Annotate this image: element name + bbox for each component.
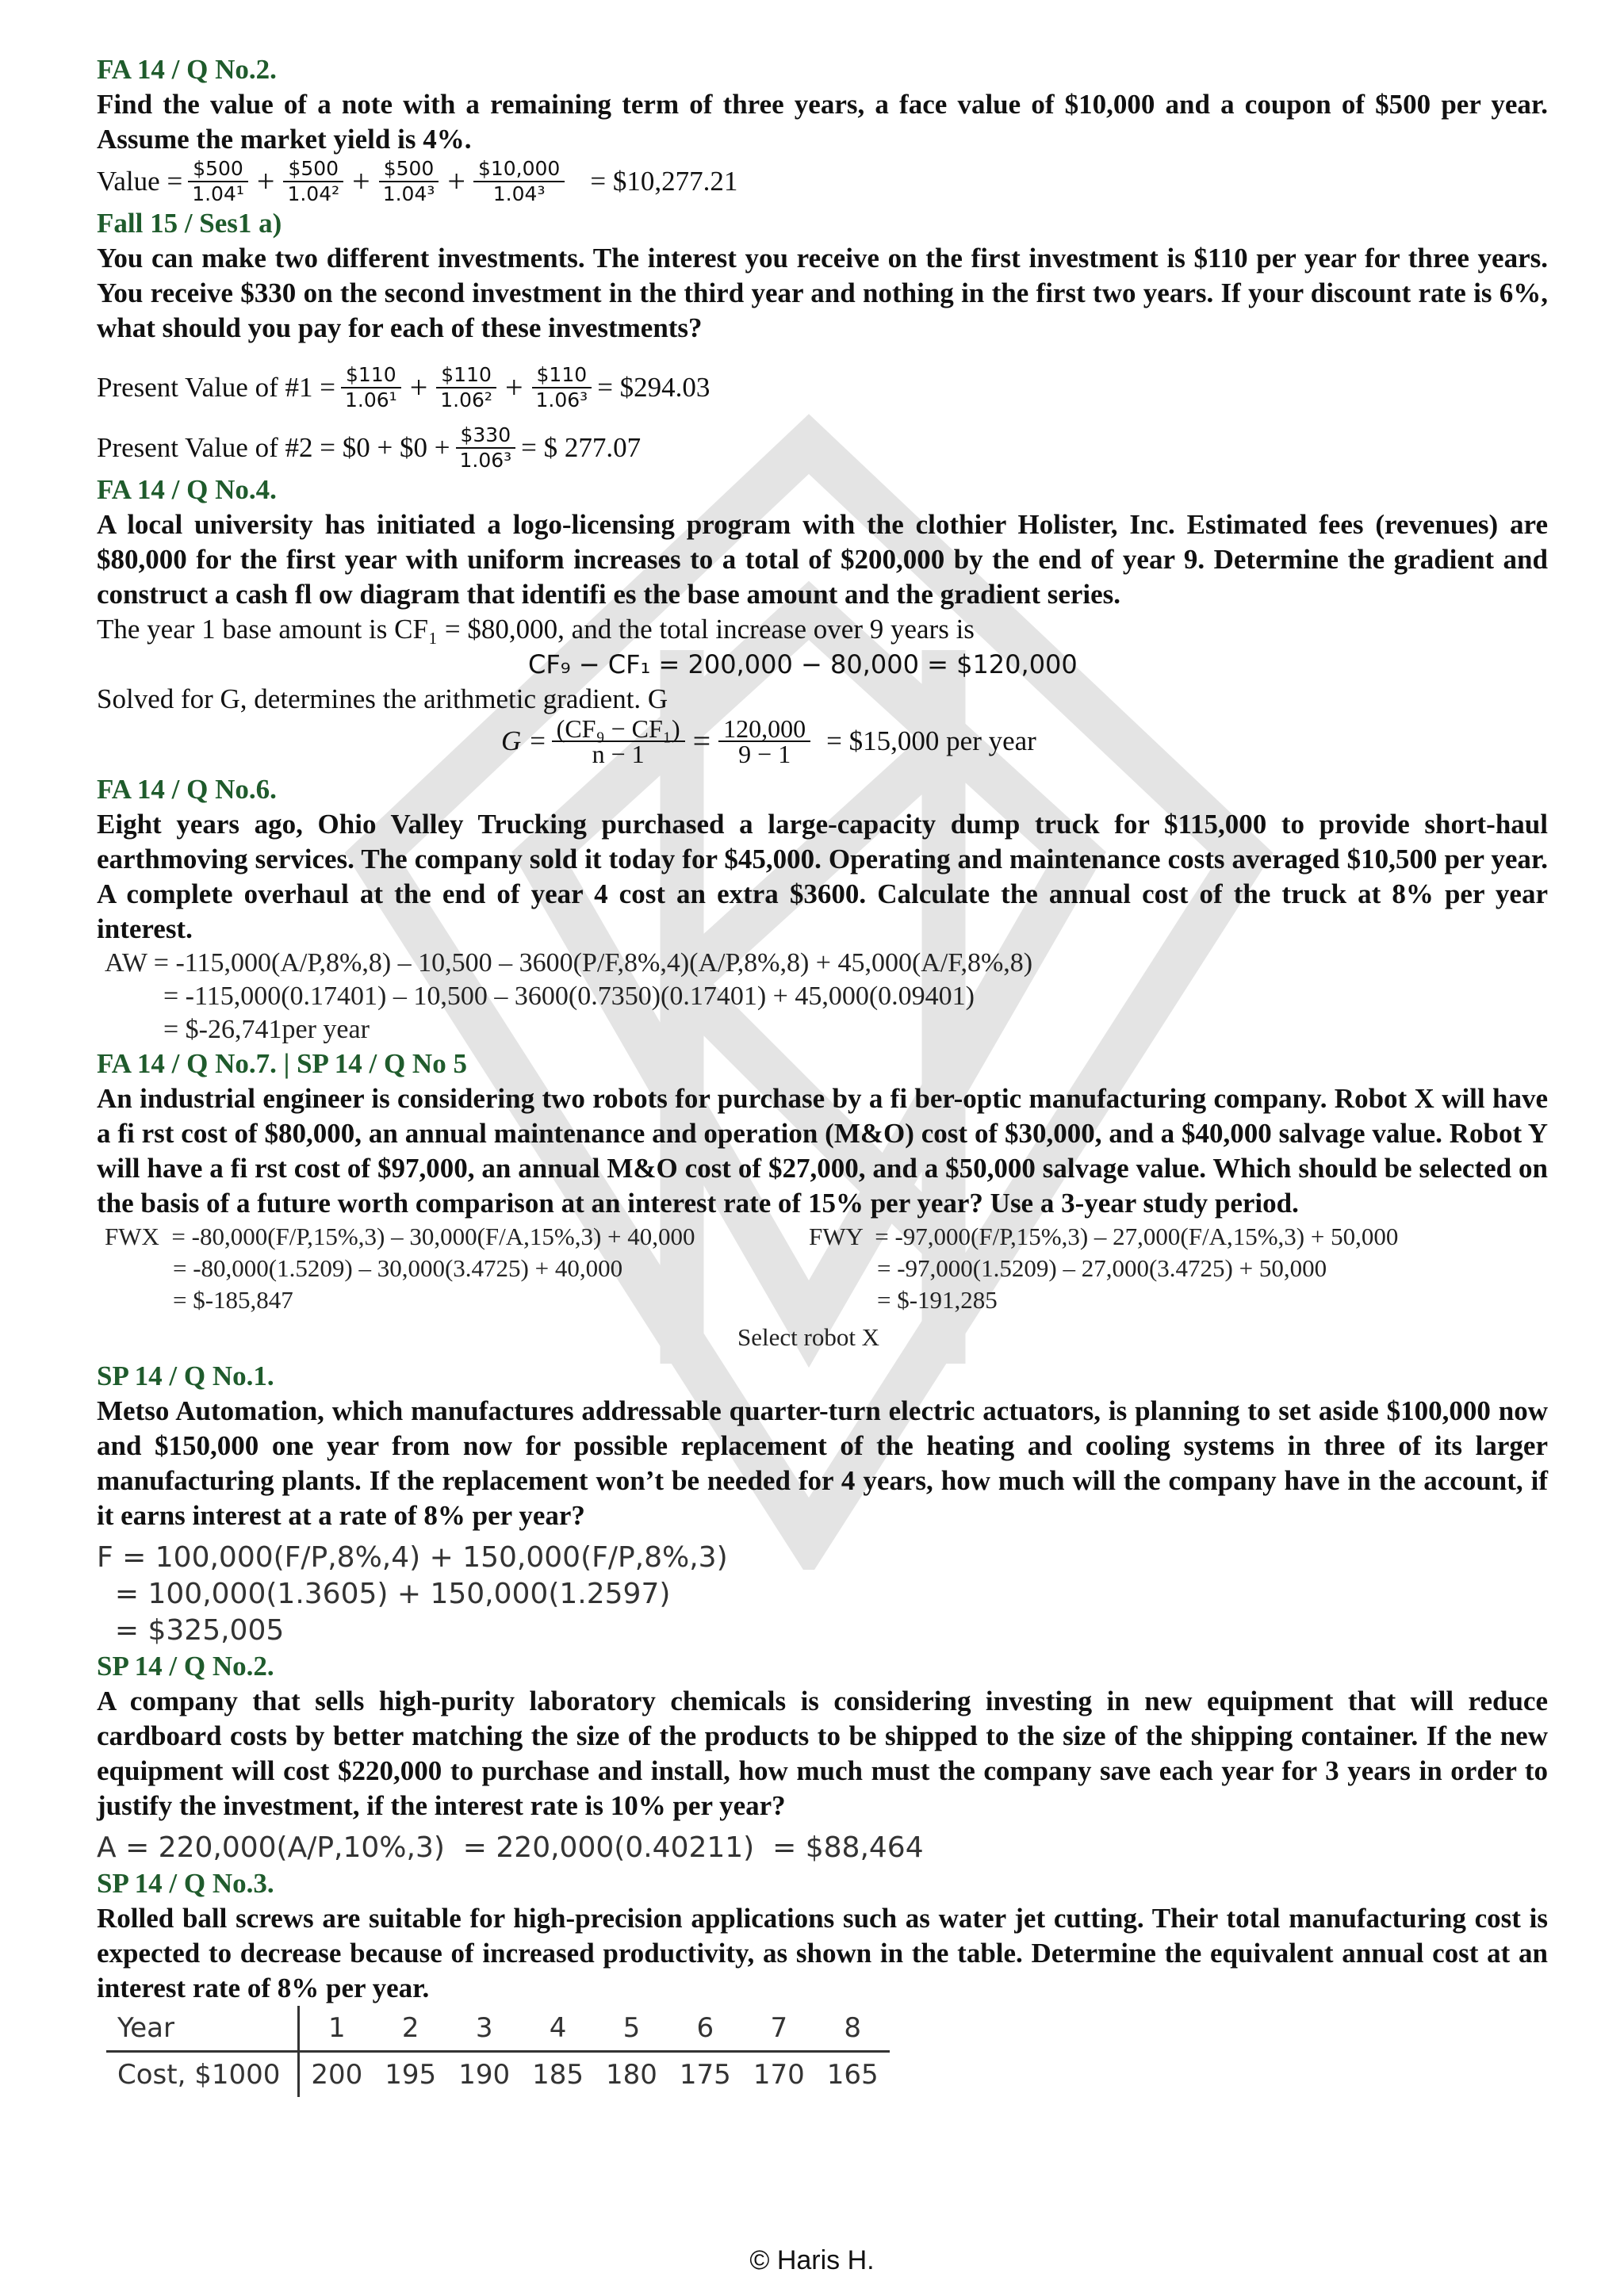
robot-y-calc [809, 1221, 1398, 1316]
content [97, 52, 1548, 2097]
robot-x-calc [97, 1221, 795, 1316]
header-part: SP 14 / Q No 5 [297, 1048, 467, 1079]
fraction [187, 157, 249, 206]
question-text: A local university has initiated a logo-licensing program with the clothier Holister, Inc. Estimated fees (revenues) are $80,000 for the first year with uniform increases to a total of $200,000 by the end of year 9. Determine the gradient and construct a cash fl ow diagram that identifi es the base amount and the gradient series. [97, 509, 1548, 610]
fraction [718, 714, 810, 768]
fraction [454, 423, 516, 473]
denominator: 1.06¹ [345, 388, 397, 411]
question-text: An industrial engineer is considering two robots for purchase by a fi ber-optic manufacturing company. Robot X will have a fi rst cost of $80,000, an annual maintenance and operation (M&O) cost of $30,000, and a $40,000 salvage value. Robot Y will have a fi rst cost of $97,000, an annual M&O cost of $27,000, and a $50,000 salvage value. Which should be selected on the basis of a future worth comparison at an interest rate of 15% per year? Use a 3-year study period. [97, 1083, 1548, 1219]
footer-credit: © Haris H. [749, 2245, 875, 2275]
numerator: $10,000 [473, 157, 565, 182]
denominator: 9 − 1 [738, 740, 791, 768]
formula-row: Value = $\frac{\$500}{\text{1.04¹}}$ + $\frac{\$500}{\text{1.04²}}$ + $\frac{\$500}{\text{1.04³}}$ + $\frac{\$10,000}{\text{1.04³}}$ = $10,277.21 [97, 157, 738, 205]
section-header: SP 14 / Q No.3. [97, 1868, 274, 1899]
question-text: Find the value of a note with a remaining term of three years, a face value of $10,000 and a coupon of $500 per year. Assume the market yield is 4%. [97, 89, 1548, 155]
formula-label: Present Value of #2 = $0 + $0 + [97, 432, 450, 463]
formula-label: Present Value of #1 = [97, 372, 335, 403]
table-cell: 5 [595, 2006, 668, 2052]
table-cell: 170 [753, 2059, 805, 2091]
formula-result: = $294.03 [597, 372, 710, 403]
calc-line: = $-26,741per year [163, 1015, 370, 1044]
fraction [552, 714, 685, 768]
table-cell: 4 [521, 2006, 595, 2052]
fraction [340, 363, 402, 412]
denominator: 1.04² [287, 182, 340, 205]
solution-line: Solved for G, determines the arithmetic gradient. G [97, 683, 668, 714]
formula-label: G = [501, 725, 547, 756]
section-header: Fall 15 / Ses1 a) [97, 208, 282, 239]
calc-line: = -97,000(1.5209) – 27,000(3.4725) + 50,000 [877, 1254, 1327, 1282]
question-text: Eight years ago, Ohio Valley Trucking purchased a large-capacity dump truck for $115,000 to provide short-haul earthmoving services. The company sold it today for $45,000. Operating and maintenance costs averaged $10,500 per year. A complete overhaul at the end of year 4 cost an extra $3600. Calculate the annual cost of the truck at 8% per year interest. [97, 809, 1548, 944]
numerator: $500 [379, 157, 439, 182]
denominator: 1.04³ [492, 182, 546, 205]
cost-table [106, 2006, 890, 2097]
section-header: SP 14 / Q No.2. [97, 1651, 274, 1682]
fraction [435, 363, 497, 412]
numerator: $110 [341, 363, 401, 388]
calc-line: = $-191,285 [877, 1286, 998, 1314]
table-cell: 7 [742, 2006, 816, 2052]
section-header: FA 14 / Q No.6. [97, 774, 277, 805]
table-cell: 180 [606, 2059, 657, 2091]
table-cell: 200 [311, 2059, 363, 2091]
calc-line: = -80,000(1.5209) – 30,000(3.4725) + 40,000 [173, 1254, 623, 1282]
denominator: 1.06³ [459, 449, 512, 472]
formula-label: Value = [97, 166, 183, 197]
section-header: SP 14 / Q No.1. [97, 1360, 274, 1391]
table-cell: 195 [385, 2059, 437, 2091]
calc-line: = $325,005 [97, 1614, 285, 1647]
section-header [97, 1047, 1548, 1081]
numerator: $500 [188, 157, 248, 182]
question-text: You can make two different investments. The interest you receive on the first investment is $110 per year for three years. You receive $330 on the second investment in the third year and nothing in the first two years. If your discount rate is 6%, what should you pay for each of these investments? [97, 243, 1548, 343]
formula-row [97, 423, 1548, 473]
solution-line: The year 1 base amount is CF₁ = $80,000, and the total increase over 9 years is [97, 614, 975, 645]
denominator: 1.04³ [382, 182, 435, 205]
table-cell: 6 [668, 2006, 742, 2052]
formula-row: G = $\frac{\text{(CF₉ − CF₁)}}{n - 1}$ = $\frac{120,000}{9 - 1}$ = $15,000 per year [501, 714, 1036, 768]
table-cell: 2 [373, 2006, 447, 2052]
calc-line: AW = -115,000(A/P,8%,8) – 10,500 – 3600(P/F,8%,4)(A/P,8%,8) + 45,000(A/F,8%,8) [105, 948, 1033, 978]
numerator: (CF₉ − CF₁) [552, 717, 685, 742]
denominator: 1.04¹ [192, 182, 244, 205]
table-header-cell: Cost, $1000 [106, 2052, 299, 2098]
formula-result: = $10,277.21 [590, 166, 738, 197]
denominator: n − 1 [592, 740, 645, 768]
table-header-cell: Year [106, 2006, 299, 2052]
section-header: FA 14 / Q No.2. [97, 54, 277, 85]
calc-line: = 100,000(1.3605) + 150,000(1.2597) [97, 1578, 671, 1610]
formula-result: = $ 277.07 [521, 432, 642, 463]
calc-line: = $-185,847 [173, 1286, 293, 1314]
table-row [106, 2052, 890, 2098]
numerator: $500 [283, 157, 343, 182]
fraction [282, 157, 344, 206]
formula-result: = $15,000 per year [826, 725, 1036, 756]
question-text: Rolled ball screws are suitable for high-precision applications such as water jet cutting. Their total manufacturing cost is expected to decrease because of increased productivity, as shown in the table. Determine the equivalent annual cost at an interest rate of 8% per year. [97, 1903, 1548, 2003]
denominator: 1.06³ [535, 388, 588, 411]
table-cell: 165 [826, 2059, 879, 2091]
question-text: A company that sells high-purity laboratory chemicals is considering investing in new equipment that will reduce cardboard costs by better matching the size of the products to be shipped to the size of the shipping container. If the new equipment will cost $220,000 to purchase and install, how much must the company save each year for 3 years in order to justify the investment, if the interest rate is 10% per year? [97, 1686, 1548, 1821]
numerator: 120,000 [718, 717, 810, 742]
selection-text: Select robot X [737, 1323, 880, 1351]
calc-line: F = 100,000(F/P,8%,4) + 150,000(F/P,8%,3) [97, 1541, 728, 1574]
robot-comparison [97, 1221, 1548, 1316]
calc-line: FWX = -80,000(F/P,15%,3) – 30,000(F/A,15%,3) + 40,000 [105, 1223, 695, 1250]
question-text: Metso Automation, which manufactures addressable quarter-turn electric actuators, is planning to set aside $100,000 now and $150,000 one year from now for possible replacement of the heating and cooling systems in three of its larger manufacturing plants. If the replacement won’t be needed for 4 years, how much will the company have in the account, if it earns interest at a rate of 8% per year? [97, 1395, 1548, 1531]
section-header: FA 14 / Q No.4. [97, 474, 277, 505]
numerator: $110 [532, 363, 592, 388]
table-cell: 175 [679, 2059, 731, 2091]
header-part: FA 14 / Q No.7. | [97, 1048, 297, 1079]
solution-line: CF₉ − CF₁ = 200,000 − 80,000 = $120,000 [528, 649, 1078, 679]
table-cell: 8 [816, 2006, 890, 2052]
calc-line: FWY = -97,000(F/P,15%,3) – 27,000(F/A,15%,3) + 50,000 [809, 1223, 1399, 1250]
numerator: $110 [436, 363, 496, 388]
fraction [473, 157, 565, 206]
formula-row: Present Value of #1 = $\frac{\$110}{\text{1.06¹}}$ + $\frac{\$110}{\text{1.06²}}$ + $\frac{\$110}{\text{1.06³}}$ = $294.03 [97, 363, 710, 411]
denominator: 1.06² [440, 388, 492, 411]
numerator: $330 [456, 423, 516, 449]
table-cell: 1 [299, 2006, 373, 2052]
fraction [378, 157, 440, 206]
table-row [106, 2006, 890, 2052]
table-cell: 3 [447, 2006, 521, 2052]
fraction [531, 363, 593, 412]
table-cell: 190 [458, 2059, 511, 2091]
calc-line: = -115,000(0.17401) – 10,500 – 3600(0.7350)(0.17401) + 45,000(0.09401) [163, 982, 975, 1011]
calc-line: A = 220,000(A/P,10%,3) = 220,000(0.40211) = $88,464 [97, 1831, 924, 1864]
table-cell: 185 [532, 2059, 584, 2091]
